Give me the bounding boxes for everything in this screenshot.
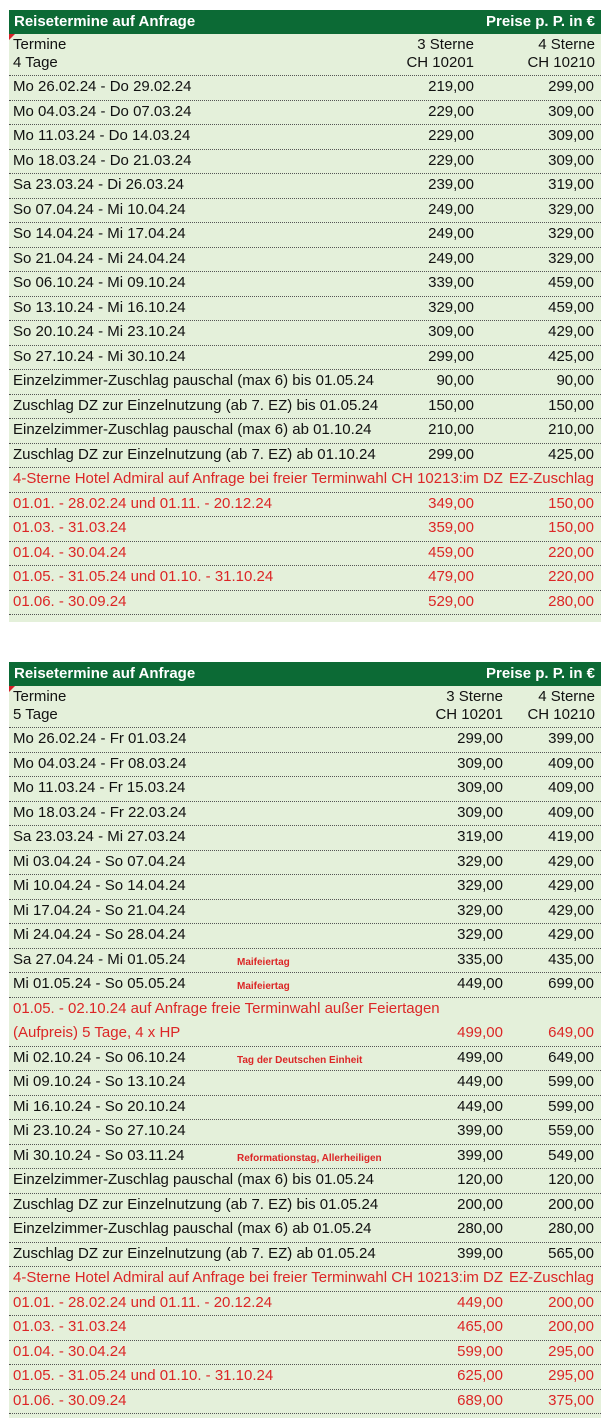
table-row [9, 1096, 601, 1121]
table-row [9, 900, 601, 925]
price-4-stars: 280,00 [548, 1220, 594, 1237]
row-label: Sa 23.03.24 - Di 26.03.24 [13, 176, 184, 193]
price-4-stars: 200,00 [548, 1318, 594, 1335]
price-4-stars: 409,00 [548, 803, 594, 821]
table-row [9, 826, 601, 851]
table-row [9, 1218, 601, 1243]
price-4-stars: 220,00 [548, 568, 594, 585]
price-3-stars: 689,00 [457, 1391, 503, 1409]
price-3-stars: 249,00 [428, 225, 474, 242]
table-row [9, 321, 601, 346]
holiday-note: Reformationstag, Allerheiligen [237, 1152, 382, 1164]
row-label: Mo 04.03.24 - Do 07.03.24 [13, 102, 192, 120]
price-4-stars: 295,00 [548, 1342, 594, 1360]
price-3-stars: 499,00 [457, 1024, 503, 1041]
price-3-stars: 249,00 [428, 200, 474, 218]
holiday-note: Tag der Deutschen Einheit [237, 1054, 363, 1066]
table-row [9, 1292, 601, 1317]
table-row [9, 924, 601, 949]
price-note: Preise p. P. in € [486, 665, 595, 682]
price-4-stars: 299,00 [548, 78, 594, 95]
price-4-stars: 309,00 [548, 151, 594, 169]
column-label-dates: Termine [13, 688, 67, 705]
price-4-stars: 425,00 [548, 445, 594, 463]
price-3-stars: 399,00 [457, 1122, 503, 1139]
row-label: Mi 24.04.24 - So 28.04.24 [13, 926, 186, 943]
price-3-stars: 449,00 [457, 1097, 503, 1115]
price-4-stars: 429,00 [548, 877, 594, 894]
table-row [9, 444, 601, 469]
row-label: 01.03. - 31.03.24 [13, 1318, 127, 1335]
price-3-stars: 625,00 [457, 1367, 503, 1384]
table-row [9, 998, 601, 1023]
price-3-stars: 299,00 [428, 347, 474, 365]
price-3-stars: 299,00 [428, 445, 474, 463]
table-row [9, 248, 601, 273]
price-4-stars: 409,00 [548, 754, 594, 772]
price-4-stars: 459,00 [548, 274, 594, 291]
price-3-stars: 319,00 [457, 828, 503, 845]
column-header-4-stars: 4 Sterne [538, 688, 595, 705]
column-header-3-stars-code: CH 10201 [406, 54, 474, 71]
price-4-stars: 435,00 [548, 950, 594, 968]
table-row [9, 1169, 601, 1194]
row-label: Zuschlag DZ zur Einzelnutzung (ab 7. EZ) bis 01.05.24 [13, 1195, 379, 1213]
price-3-stars: im DZ [463, 1269, 503, 1286]
price-table-4-days [9, 10, 601, 622]
price-3-stars: 120,00 [457, 1171, 503, 1188]
table-row [9, 875, 601, 900]
row-label: Mo 11.03.24 - Fr 15.03.24 [13, 779, 186, 796]
price-3-stars: 219,00 [428, 78, 474, 95]
table-row [9, 851, 601, 876]
row-label: Mo 18.03.24 - Fr 22.03.24 [13, 803, 187, 821]
price-3-stars: 339,00 [428, 274, 474, 291]
price-4-stars: 150,00 [548, 519, 594, 536]
table-row [9, 150, 601, 175]
price-4-stars: 120,00 [548, 1171, 594, 1188]
column-header-3-stars: 3 Sterne [446, 688, 503, 705]
price-4-stars: 220,00 [548, 543, 594, 561]
table-row [9, 728, 601, 753]
price-4-stars: 649,00 [548, 1024, 594, 1041]
price-4-stars: 375,00 [548, 1391, 594, 1409]
table-row [9, 1194, 601, 1219]
row-label: 01.04. - 30.04.24 [13, 1342, 127, 1360]
price-4-stars: 295,00 [548, 1367, 594, 1384]
price-3-stars: 449,00 [457, 1073, 503, 1090]
price-4-stars: 649,00 [548, 1048, 594, 1066]
price-4-stars: 150,00 [548, 396, 594, 414]
column-header-3-stars: 3 Sterne [417, 36, 474, 53]
column-header-4-stars: 4 Sterne [538, 36, 595, 53]
table-row [9, 1145, 601, 1170]
row-label: 01.04. - 30.04.24 [13, 543, 127, 561]
row-label: Mi 03.04.24 - So 07.04.24 [13, 852, 186, 870]
table-row [9, 468, 601, 493]
row-label: Mi 17.04.24 - So 21.04.24 [13, 901, 186, 919]
price-3-stars: 249,00 [428, 249, 474, 267]
row-label: So 14.04.24 - Mi 17.04.24 [13, 225, 186, 242]
price-3-stars: 349,00 [428, 494, 474, 512]
row-label: (Aufpreis) 5 Tage, 4 x HP [13, 1024, 181, 1041]
table-row [9, 1390, 601, 1415]
price-3-stars: 329,00 [457, 877, 503, 894]
holiday-note: Maifeiertag [237, 956, 290, 968]
price-3-stars: 499,00 [457, 1048, 503, 1066]
row-label: 01.05. - 31.05.24 und 01.10. - 31.10.24 [13, 1367, 274, 1384]
price-4-stars: 459,00 [548, 298, 594, 316]
row-label: Mo 04.03.24 - Fr 08.03.24 [13, 754, 187, 772]
row-label: So 07.04.24 - Mi 10.04.24 [13, 200, 186, 218]
table-row [9, 346, 601, 371]
column-header-4-stars-code: CH 10210 [527, 54, 595, 71]
row-label: Einzelzimmer-Zuschlag pauschal (max 6) bis 01.05.24 [13, 1171, 374, 1188]
price-4-stars: 329,00 [548, 200, 594, 218]
table-row [9, 76, 601, 101]
row-label: Mi 23.10.24 - So 27.10.24 [13, 1122, 186, 1139]
table-row [9, 566, 601, 591]
table-row [9, 949, 601, 974]
row-label: 01.06. - 30.09.24 [13, 592, 127, 610]
price-3-stars: 90,00 [436, 372, 474, 389]
table-row [9, 1022, 601, 1047]
price-4-stars: 150,00 [548, 494, 594, 512]
price-3-stars: 299,00 [457, 730, 503, 747]
row-label: So 06.10.24 - Mi 09.10.24 [13, 274, 186, 291]
row-label: Mi 09.10.24 - So 13.10.24 [13, 1073, 186, 1090]
price-4-stars: 599,00 [548, 1097, 594, 1115]
table-row [9, 174, 601, 199]
row-label: So 21.04.24 - Mi 24.04.24 [13, 249, 186, 267]
price-4-stars: EZ-Zuschlag [508, 1269, 594, 1286]
price-3-stars: 359,00 [428, 519, 474, 536]
price-4-stars: 429,00 [548, 852, 594, 870]
row-label: 01.05. - 02.10.24 auf Anfrage freie Terminwahl außer Feiertagen [13, 999, 440, 1017]
table-row [9, 591, 601, 616]
price-4-stars: 429,00 [548, 323, 594, 340]
row-label: 4-Sterne Hotel Admiral auf Anfrage bei freier Terminwahl CH 10213: [13, 1269, 463, 1286]
row-label: 01.01. - 28.02.24 und 01.11. - 20.12.24 [13, 494, 273, 512]
price-4-stars: 429,00 [548, 926, 594, 943]
table-row [9, 199, 601, 224]
row-label: Mi 10.04.24 - So 14.04.24 [13, 877, 186, 894]
price-4-stars: 309,00 [548, 127, 594, 144]
table-header-bar [9, 662, 601, 686]
table-row [9, 223, 601, 248]
price-4-stars: 559,00 [548, 1122, 594, 1139]
price-4-stars: 280,00 [548, 592, 594, 610]
table-row [9, 1243, 601, 1268]
price-4-stars: 409,00 [548, 779, 594, 796]
price-3-stars: 449,00 [457, 975, 503, 992]
table-row [9, 370, 601, 395]
row-label: Mo 26.02.24 - Do 29.02.24 [13, 78, 192, 95]
price-4-stars: 549,00 [548, 1146, 594, 1164]
table-row [9, 802, 601, 827]
price-3-stars: 459,00 [428, 543, 474, 561]
price-3-stars: 529,00 [428, 592, 474, 610]
holiday-note: Maifeiertag [237, 981, 290, 992]
row-label: Mi 30.10.24 - So 03.11.24 [13, 1146, 185, 1164]
table-row [9, 1267, 601, 1292]
row-label: 01.05. - 31.05.24 und 01.10. - 31.10.24 [13, 568, 274, 585]
table-row [9, 517, 601, 542]
price-4-stars: 210,00 [548, 421, 594, 438]
price-3-stars: 309,00 [457, 754, 503, 772]
table-row [9, 101, 601, 126]
row-label: Zuschlag DZ zur Einzelnutzung (ab 7. EZ) ab 01.10.24 [13, 445, 376, 463]
row-label: So 27.10.24 - Mi 30.10.24 [13, 347, 186, 365]
column-header-row [9, 686, 601, 728]
price-3-stars: 150,00 [428, 396, 474, 414]
price-3-stars: 309,00 [428, 323, 474, 340]
price-3-stars: 335,00 [457, 950, 503, 968]
table-row [9, 297, 601, 322]
price-4-stars: 699,00 [548, 975, 594, 992]
row-label: Mi 01.05.24 - So 05.05.24 [13, 975, 186, 992]
column-header-3-stars-code: CH 10201 [435, 706, 503, 723]
table-title: Reisetermine auf Anfrage [14, 13, 196, 30]
table-header-bar [9, 10, 601, 34]
row-label: Mo 26.02.24 - Fr 01.03.24 [13, 730, 187, 747]
column-label-duration: 5 Tage [13, 706, 58, 723]
price-4-stars: 429,00 [548, 901, 594, 919]
price-3-stars: 329,00 [457, 852, 503, 870]
price-3-stars: 229,00 [428, 127, 474, 144]
price-3-stars: 599,00 [457, 1342, 503, 1360]
price-4-stars: 329,00 [548, 249, 594, 267]
table-row [9, 1047, 601, 1072]
price-3-stars: 280,00 [457, 1220, 503, 1237]
row-label: Einzelzimmer-Zuschlag pauschal (max 6) ab 01.05.24 [13, 1220, 372, 1237]
price-4-stars: 309,00 [548, 102, 594, 120]
price-3-stars: 465,00 [457, 1318, 503, 1335]
table-row [9, 1365, 601, 1390]
row-label: 4-Sterne Hotel Admiral auf Anfrage bei freier Terminwahl CH 10213:im DZ [13, 470, 503, 487]
row-label: Sa 23.03.24 - Mi 27.03.24 [13, 828, 186, 845]
price-4-stars: EZ-Zuschlag [508, 470, 594, 487]
row-label: Mo 18.03.24 - Do 21.03.24 [13, 151, 192, 169]
price-3-stars: 399,00 [457, 1146, 503, 1164]
price-table-5-days [9, 662, 601, 1418]
price-4-stars: 319,00 [548, 176, 594, 193]
price-4-stars: 599,00 [548, 1073, 594, 1090]
row-label: 01.01. - 28.02.24 und 01.11. - 20.12.24 [13, 1293, 273, 1311]
column-label-dates: Termine [13, 36, 67, 53]
price-3-stars: 200,00 [457, 1195, 503, 1213]
price-note: Preise p. P. in € [486, 13, 595, 30]
table-row [9, 1316, 601, 1341]
table-title: Reisetermine auf Anfrage [14, 665, 196, 682]
table-row [9, 493, 601, 518]
row-label: 01.03. - 31.03.24 [13, 519, 127, 536]
price-4-stars: 419,00 [548, 828, 594, 845]
row-label: So 20.10.24 - Mi 23.10.24 [13, 323, 186, 340]
table-row [9, 1071, 601, 1096]
row-label: Einzelzimmer-Zuschlag pauschal (max 6) ab 01.10.24 [13, 421, 372, 438]
price-3-stars: 329,00 [457, 901, 503, 919]
price-3-stars: 229,00 [428, 151, 474, 169]
row-label: Einzelzimmer-Zuschlag pauschal (max 6) bis 01.05.24 [13, 372, 374, 389]
column-label-duration: 4 Tage [13, 54, 58, 71]
price-3-stars: 239,00 [428, 176, 474, 193]
price-3-stars: 210,00 [428, 421, 474, 438]
row-label: Sa 27.04.24 - Mi 01.05.24 [13, 950, 186, 968]
price-4-stars: 90,00 [556, 372, 594, 389]
table-row [9, 542, 601, 567]
table-row [9, 419, 601, 444]
row-label: Mi 16.10.24 - So 20.10.24 [13, 1097, 186, 1115]
column-header-4-stars-code: CH 10210 [527, 706, 595, 723]
table-row [9, 125, 601, 150]
price-4-stars: 329,00 [548, 225, 594, 242]
price-4-stars: 200,00 [548, 1293, 594, 1311]
row-label: Mo 11.03.24 - Do 14.03.24 [13, 127, 191, 144]
row-label: Zuschlag DZ zur Einzelnutzung (ab 7. EZ) bis 01.05.24 [13, 396, 379, 414]
price-4-stars: 399,00 [548, 730, 594, 747]
row-label: Mi 02.10.24 - So 06.10.24 [13, 1048, 186, 1066]
price-3-stars: 329,00 [457, 926, 503, 943]
table-row [9, 272, 601, 297]
price-4-stars: 565,00 [548, 1244, 594, 1262]
row-label: So 13.10.24 - Mi 16.10.24 [13, 298, 186, 316]
price-3-stars: 229,00 [428, 102, 474, 120]
price-3-stars: 309,00 [457, 779, 503, 796]
price-3-stars: 329,00 [428, 298, 474, 316]
table-row [9, 753, 601, 778]
table-row [9, 777, 601, 802]
column-header-row [9, 34, 601, 76]
table-row [9, 1120, 601, 1145]
price-3-stars: 309,00 [457, 803, 503, 821]
price-4-stars: 425,00 [548, 347, 594, 365]
price-3-stars: 479,00 [428, 568, 474, 585]
row-label: 01.06. - 30.09.24 [13, 1391, 127, 1409]
price-4-stars: 200,00 [548, 1195, 594, 1213]
table-row [9, 1341, 601, 1366]
price-3-stars: 399,00 [457, 1244, 503, 1262]
table-row [9, 973, 601, 998]
row-label: Zuschlag DZ zur Einzelnutzung (ab 7. EZ) ab 01.05.24 [13, 1244, 376, 1262]
table-row [9, 395, 601, 420]
price-3-stars: 449,00 [457, 1293, 503, 1311]
